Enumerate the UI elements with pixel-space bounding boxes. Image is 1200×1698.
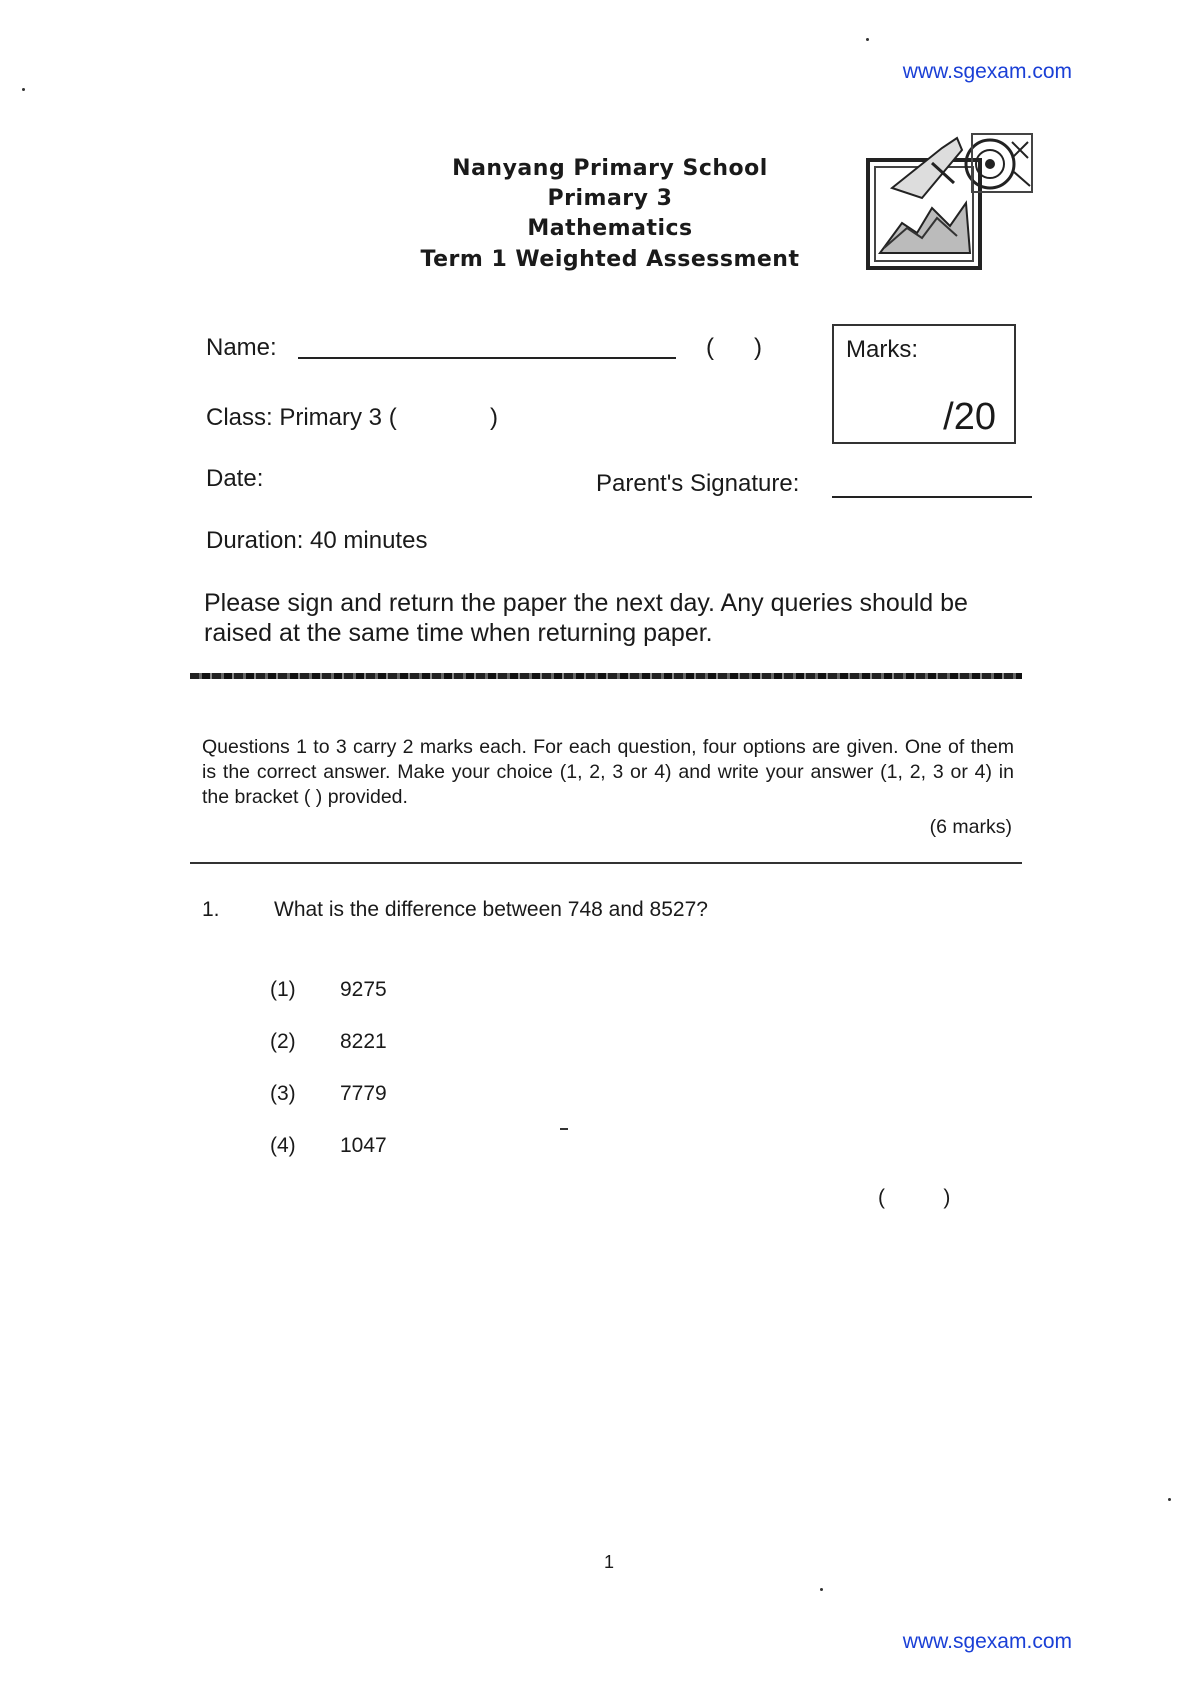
option-label: (1) <box>270 978 296 1001</box>
marks-box <box>832 324 1016 444</box>
option-value: 9275 <box>340 978 387 1001</box>
subject-title: Mathematics <box>527 216 693 241</box>
signature-input-line[interactable] <box>832 496 1032 498</box>
option-label: (2) <box>270 1030 296 1053</box>
instructions-text: Questions 1 to 3 carry 2 marks each. For each question, four options are given. One of them is the correct answer. Make your choice (1, 2, 3 or 4) and write your answer (1, 2, 3 or 4) in the bracket ( ) provided. <box>202 736 1014 808</box>
question-number: 1. <box>202 898 220 921</box>
answer-bracket[interactable]: ( ) <box>878 1186 951 1209</box>
return-notice: Please sign and return the paper the next day. Any queries should be raised at the same time when returning paper. <box>204 589 968 647</box>
website-link-top[interactable]: www.sgexam.com <box>902 60 1072 83</box>
register-number-bracket[interactable]: ( ) <box>706 334 762 361</box>
page-number: 1 <box>604 1552 615 1572</box>
scan-speck <box>1168 1498 1171 1501</box>
name-label: Name: <box>206 334 277 361</box>
option-value: 1047 <box>340 1134 387 1157</box>
website-link-bottom[interactable]: www.sgexam.com <box>902 1630 1072 1653</box>
marks-label: Marks: <box>846 336 918 363</box>
option-value: 8221 <box>340 1030 387 1053</box>
name-input-line[interactable] <box>298 357 676 359</box>
scan-speck <box>820 1588 823 1591</box>
marks-total: /20 <box>943 396 996 438</box>
scan-speck <box>866 38 869 41</box>
parent-signature-label: Parent's Signature: <box>596 470 800 497</box>
school-logo <box>862 128 1038 274</box>
date-label: Date: <box>206 465 264 492</box>
level-title: Primary 3 <box>547 186 673 211</box>
instructions-divider <box>190 862 1022 864</box>
school-name: Nanyang Primary School <box>452 156 768 181</box>
option-label: (3) <box>270 1082 296 1105</box>
assessment-title: Term 1 Weighted Assessment <box>420 247 800 272</box>
option-label: (4) <box>270 1134 296 1157</box>
scan-speck <box>560 1128 568 1130</box>
class-label: Class: Primary 3 ( <box>206 404 397 431</box>
section-divider <box>190 673 1022 679</box>
section-marks: (6 marks) <box>929 816 1012 838</box>
duration-text: Duration: 40 minutes <box>206 527 428 554</box>
question-text: What is the difference between 748 and 8527? <box>274 898 708 921</box>
class-bracket-close: ) <box>490 404 498 431</box>
option-value: 7779 <box>340 1082 387 1105</box>
scan-speck <box>22 88 25 91</box>
